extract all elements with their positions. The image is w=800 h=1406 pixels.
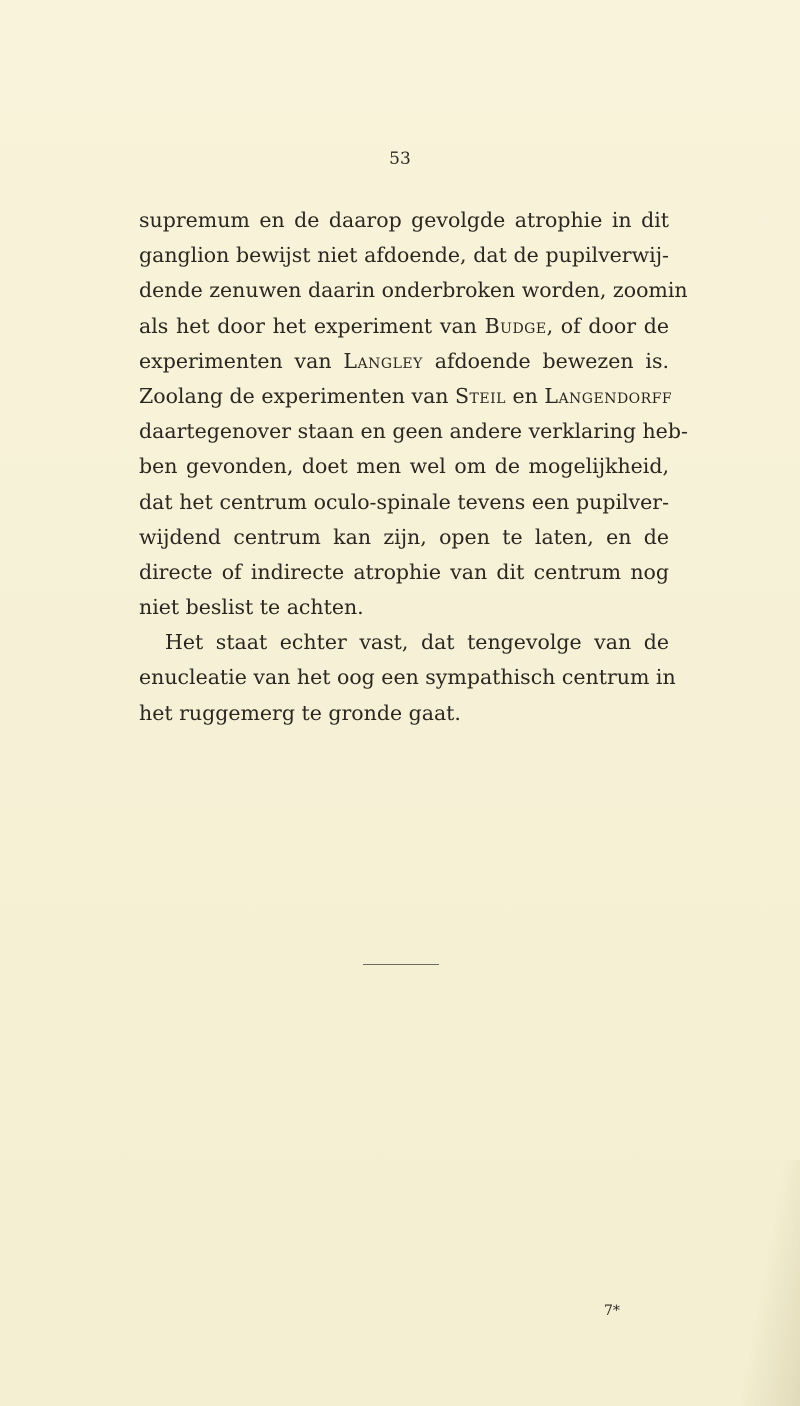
text-run: afdoende bewezen is. xyxy=(422,348,669,373)
author-name: Budge xyxy=(484,313,547,338)
text-run: het ruggemerg te gronde gaat. xyxy=(139,700,461,725)
page-edge-shadow xyxy=(740,1160,800,1406)
page-number: 53 xyxy=(389,149,411,169)
text-run: ben gevonden, doet men wel om de mogelijkheid, xyxy=(139,454,669,479)
text-line xyxy=(139,238,669,273)
text-run: en xyxy=(505,383,545,408)
author-name: Steil xyxy=(455,383,506,408)
text-line xyxy=(139,309,669,344)
text-line xyxy=(139,414,688,449)
text-line xyxy=(139,449,669,484)
text-run: ganglion bewijst niet afdoende, dat de pupilverwij- xyxy=(139,243,669,268)
author-name: Langendorff xyxy=(544,383,673,408)
text-run: niet beslist te achten. xyxy=(139,595,364,620)
text-run: Zoolang de experimenten van xyxy=(139,383,456,408)
text-line xyxy=(139,344,669,379)
text-line xyxy=(139,203,669,238)
text-run: , of door de xyxy=(546,313,669,338)
text-line xyxy=(139,555,669,590)
text-run: directe of indirecte atrophie van dit centrum nog xyxy=(139,559,669,584)
printer-signature: 7* xyxy=(604,1303,620,1319)
paragraph-2 xyxy=(139,625,676,731)
body-text xyxy=(139,203,688,731)
text-line xyxy=(139,625,669,660)
text-run: daartegenover staan en geen andere verklaring heb- xyxy=(139,419,688,444)
text-line xyxy=(139,273,688,308)
author-name: Langley xyxy=(343,348,423,373)
text-run: experimenten van xyxy=(139,348,344,373)
text-run: dat het centrum oculo-spinale tevens een pupilver- xyxy=(139,489,669,514)
text-line xyxy=(139,696,669,731)
text-line xyxy=(139,379,673,414)
text-line xyxy=(139,590,669,625)
section-divider xyxy=(363,964,439,965)
text-line xyxy=(139,485,669,520)
paragraph-1 xyxy=(139,203,688,625)
text-line xyxy=(139,520,669,555)
text-line xyxy=(139,660,676,695)
text-run: supremum en de daarop gevolgde atrophie in dit xyxy=(139,208,669,232)
text-run: dende zenuwen daarin onderbroken worden, zoomin xyxy=(139,278,688,303)
text-run: enucleatie van het oog een sympathisch centrum in xyxy=(139,665,676,690)
text-run: als het door het experiment van xyxy=(139,313,485,338)
text-run: Het staat echter vast, dat tengevolge van de xyxy=(165,630,669,655)
text-run: wijdend centrum kan zijn, open te laten, en de xyxy=(139,524,669,549)
